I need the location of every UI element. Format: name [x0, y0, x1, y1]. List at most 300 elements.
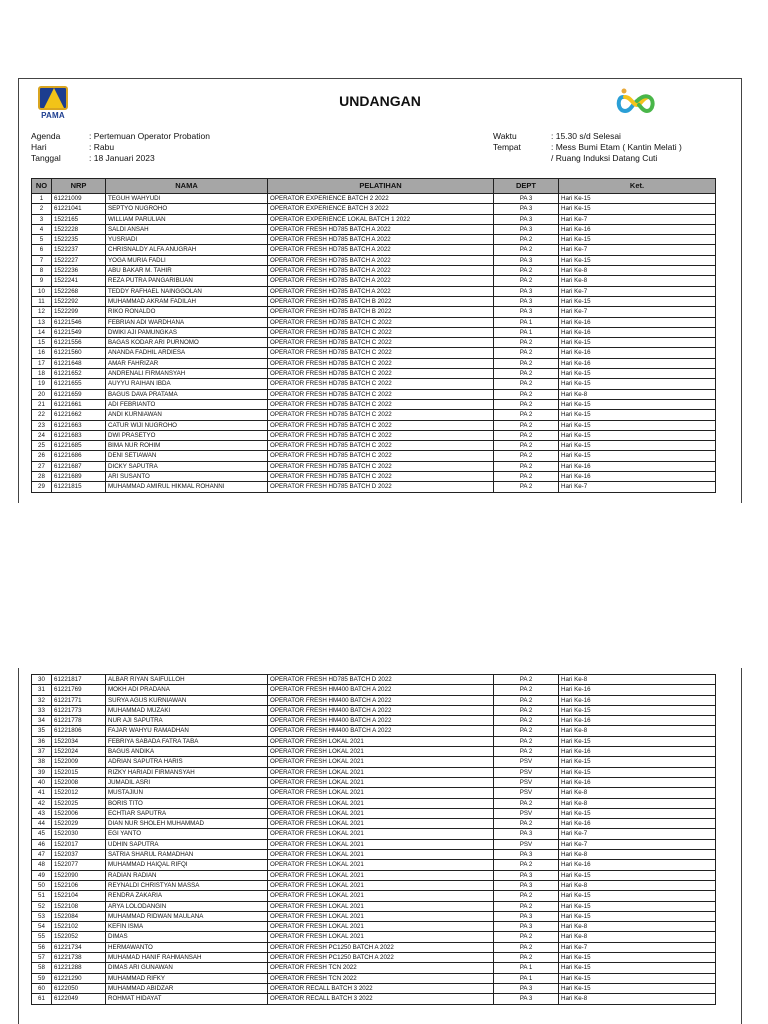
cell-dept: PA 2 — [494, 245, 559, 255]
cell-ket: Hari Ke-15 — [559, 194, 716, 204]
cell-pelatihan: OPERATOR FRESH LOKAL 2021 — [268, 747, 494, 757]
table-row — [32, 327, 716, 337]
cell-ket: Hari Ke-15 — [559, 973, 716, 983]
cell-nama: TEDDY RAFHAEL NAINGGOLAN — [106, 286, 268, 296]
table-row — [32, 379, 716, 389]
cell-dept: PA 3 — [494, 829, 559, 839]
cell-pelatihan: OPERATOR FRESH HD785 BATCH D 2022 — [268, 482, 494, 492]
cell-no: 51 — [32, 891, 52, 901]
cell-nama: DWIKI AJI PAMUNGKAS — [106, 327, 268, 337]
cell-nama: MOKH ADI PRADANA — [106, 685, 268, 695]
table-row — [32, 461, 716, 471]
header-ket: Ket. — [559, 179, 716, 194]
header-dept: DEPT — [494, 179, 559, 194]
cell-no: 58 — [32, 963, 52, 973]
cell-pelatihan: OPERATOR FRESH LOKAL 2021 — [268, 808, 494, 818]
cell-nrp: 1522037 — [52, 850, 106, 860]
cell-nama: RIZKY HARIADI FIRMANSYAH — [106, 767, 268, 777]
table-row — [32, 472, 716, 482]
cell-nrp: 1522012 — [52, 788, 106, 798]
cell-dept: PSV — [494, 757, 559, 767]
cell-no: 21 — [32, 399, 52, 409]
cell-ket: Hari Ke-15 — [559, 296, 716, 306]
cell-dept: PA 2 — [494, 819, 559, 829]
cell-nama: ROHMAT HIDAYAT — [106, 994, 268, 1004]
cell-nama: BAGUS ANDIKA — [106, 747, 268, 757]
cell-nrp: 1522006 — [52, 808, 106, 818]
cell-pelatihan: OPERATOR FRESH TCN 2022 — [268, 973, 494, 983]
cell-dept: PA 2 — [494, 798, 559, 808]
cell-nrp: 61221041 — [52, 204, 106, 214]
cell-no: 61 — [32, 994, 52, 1004]
cell-nrp: 1522052 — [52, 932, 106, 942]
cell-pelatihan: OPERATOR FRESH HM400 BATCH A 2022 — [268, 695, 494, 705]
cell-no: 2 — [32, 204, 52, 214]
header-nama: NAMA — [106, 179, 268, 194]
cell-nama: DENI SETIAWAN — [106, 451, 268, 461]
cell-nrp: 61221546 — [52, 317, 106, 327]
cell-ket: Hari Ke-15 — [559, 430, 716, 440]
cell-nama: REYNALDI CHRISTYAN MASSA — [106, 880, 268, 890]
table-row — [32, 808, 716, 818]
cell-no: 40 — [32, 777, 52, 787]
cell-pelatihan: OPERATOR FRESH HD785 BATCH C 2022 — [268, 379, 494, 389]
cell-dept: PA 2 — [494, 461, 559, 471]
table-row — [32, 891, 716, 901]
cell-ket: Hari Ke-16 — [559, 317, 716, 327]
cell-ket: Hari Ke-7 — [559, 839, 716, 849]
cell-nrp: 1522077 — [52, 860, 106, 870]
cell-no: 53 — [32, 911, 52, 921]
cell-ket: Hari Ke-15 — [559, 757, 716, 767]
cell-nrp: 6122050 — [52, 983, 106, 993]
cell-nrp: 61221009 — [52, 194, 106, 204]
table-row — [32, 736, 716, 746]
table-row — [32, 942, 716, 952]
cell-no: 4 — [32, 224, 52, 234]
cell-no: 44 — [32, 819, 52, 829]
cell-no: 16 — [32, 348, 52, 358]
table-row — [32, 829, 716, 839]
cell-ket: Hari Ke-15 — [559, 901, 716, 911]
cell-nrp: 61221769 — [52, 685, 106, 695]
cell-ket: Hari Ke-15 — [559, 983, 716, 993]
cell-nama: DWI PRASETYO — [106, 430, 268, 440]
cell-nama: BAGUS DAVA PRATAMA — [106, 389, 268, 399]
table-row — [32, 358, 716, 368]
cell-dept: PA 3 — [494, 204, 559, 214]
agenda-label: Agenda — [31, 131, 61, 141]
cell-pelatihan: OPERATOR FRESH LOKAL 2021 — [268, 860, 494, 870]
cell-no: 22 — [32, 410, 52, 420]
cell-no: 34 — [32, 716, 52, 726]
cell-pelatihan: OPERATOR FRESH LOKAL 2021 — [268, 911, 494, 921]
cell-dept: PSV — [494, 767, 559, 777]
invitation-page-2 — [18, 668, 742, 1024]
cell-ket: Hari Ke-15 — [559, 410, 716, 420]
cell-pelatihan: OPERATOR FRESH LOKAL 2021 — [268, 880, 494, 890]
info-right — [493, 131, 682, 164]
cell-dept: PA 3 — [494, 255, 559, 265]
cell-pelatihan: OPERATOR FRESH HD785 BATCH A 2022 — [268, 224, 494, 234]
cell-nama: MUHAMMAD MUZAKI — [106, 705, 268, 715]
cell-pelatihan: OPERATOR FRESH LOKAL 2021 — [268, 850, 494, 860]
cell-nrp: 1522106 — [52, 880, 106, 890]
cell-ket: Hari Ke-15 — [559, 911, 716, 921]
cell-dept: PSV — [494, 808, 559, 818]
hari-label: Hari — [31, 142, 47, 152]
table-row — [32, 317, 716, 327]
cell-nrp: 61221662 — [52, 410, 106, 420]
cell-nama: ADRIAN SAPUTRA HARIS — [106, 757, 268, 767]
cell-nama: DIMAS — [106, 932, 268, 942]
cell-dept: PSV — [494, 777, 559, 787]
cell-nama: REZA PUTRA PANGARIBUAN — [106, 276, 268, 286]
cell-ket: Hari Ke-15 — [559, 369, 716, 379]
cell-dept: PA 2 — [494, 716, 559, 726]
waktu-label: Waktu — [493, 131, 517, 141]
cell-dept: PA 3 — [494, 194, 559, 204]
cell-no: 32 — [32, 695, 52, 705]
cell-dept: PA 3 — [494, 850, 559, 860]
cell-nama: NUR AJI SAPUTRA — [106, 716, 268, 726]
table-row — [32, 911, 716, 921]
cell-no: 8 — [32, 266, 52, 276]
cell-ket: Hari Ke-8 — [559, 276, 716, 286]
cell-dept: PA 2 — [494, 942, 559, 952]
cell-dept: PA 3 — [494, 214, 559, 224]
cell-dept: PA 2 — [494, 420, 559, 430]
cell-ket: Hari Ke-7 — [559, 829, 716, 839]
cell-dept: PA 2 — [494, 891, 559, 901]
cell-dept: PA 2 — [494, 358, 559, 368]
cell-ket: Hari Ke-15 — [559, 736, 716, 746]
cell-pelatihan: OPERATOR FRESH LOKAL 2021 — [268, 839, 494, 849]
cell-dept: PA 2 — [494, 379, 559, 389]
cell-pelatihan: OPERATOR FRESH PC1250 BATCH A 2022 — [268, 953, 494, 963]
cell-ket: Hari Ke-8 — [559, 922, 716, 932]
cell-nama: ADI FEBRIANTO — [106, 399, 268, 409]
cell-dept: PA 1 — [494, 317, 559, 327]
cell-nama: SEPTYO NUGROHO — [106, 204, 268, 214]
cell-nrp: 1522017 — [52, 839, 106, 849]
cell-nama: KEFIN ISMA — [106, 922, 268, 932]
cell-nama: RENDRA ZAKARIA — [106, 891, 268, 901]
table-row — [32, 451, 716, 461]
cell-ket: Hari Ke-16 — [559, 716, 716, 726]
cell-pelatihan: OPERATOR FRESH HD785 BATCH C 2022 — [268, 338, 494, 348]
cell-pelatihan: OPERATOR FRESH LOKAL 2021 — [268, 767, 494, 777]
cell-ket: Hari Ke-15 — [559, 953, 716, 963]
header-no: NO — [32, 179, 52, 194]
cell-nrp: 1522104 — [52, 891, 106, 901]
cell-no: 7 — [32, 255, 52, 265]
cell-pelatihan: OPERATOR FRESH LOKAL 2021 — [268, 777, 494, 787]
cell-pelatihan: OPERATOR FRESH LOKAL 2021 — [268, 788, 494, 798]
cell-dept: PA 3 — [494, 307, 559, 317]
cell-dept: PA 3 — [494, 224, 559, 234]
cell-no: 24 — [32, 430, 52, 440]
cell-nama: MUHAMMAD RIDWAN MAULANA — [106, 911, 268, 921]
cell-pelatihan: OPERATOR FRESH HD785 BATCH B 2022 — [268, 307, 494, 317]
table-row — [32, 389, 716, 399]
cell-pelatihan: OPERATOR FRESH HD785 BATCH A 2022 — [268, 245, 494, 255]
table-row — [32, 767, 716, 777]
participants-table-page-1 — [31, 178, 716, 493]
table-row — [32, 266, 716, 276]
table-row — [32, 399, 716, 409]
cell-ket: Hari Ke-15 — [559, 767, 716, 777]
cell-ket: Hari Ke-16 — [559, 819, 716, 829]
cell-nrp: 1522299 — [52, 307, 106, 317]
table-row — [32, 953, 716, 963]
cell-pelatihan: OPERATOR FRESH TCN 2022 — [268, 963, 494, 973]
cell-nrp: 61221683 — [52, 430, 106, 440]
cell-dept: PA 2 — [494, 399, 559, 409]
tempat-label: Tempat — [493, 142, 521, 152]
cell-dept: PA 2 — [494, 685, 559, 695]
cell-no: 46 — [32, 839, 52, 849]
cell-no: 12 — [32, 307, 52, 317]
cell-no: 36 — [32, 736, 52, 746]
cell-nrp: 61221549 — [52, 327, 106, 337]
cell-no: 27 — [32, 461, 52, 471]
cell-no: 39 — [32, 767, 52, 777]
cell-ket: Hari Ke-16 — [559, 860, 716, 870]
cell-pelatihan: OPERATOR FRESH HD785 BATCH C 2022 — [268, 399, 494, 409]
cell-nrp: 1522237 — [52, 245, 106, 255]
cell-nama: MUSTAJIUN — [106, 788, 268, 798]
cell-pelatihan: OPERATOR FRESH LOKAL 2021 — [268, 901, 494, 911]
table-row — [32, 819, 716, 829]
cell-nama: ABU BAKAR M. TAHIR — [106, 266, 268, 276]
cell-dept: PA 2 — [494, 472, 559, 482]
cell-nrp: 1522236 — [52, 266, 106, 276]
cell-no: 14 — [32, 327, 52, 337]
cell-nama: AMAR FAHRIZAR — [106, 358, 268, 368]
cell-pelatihan: OPERATOR RECALL BATCH 3 2022 — [268, 983, 494, 993]
cell-nama: UDHIN SAPUTRA — [106, 839, 268, 849]
cell-ket: Hari Ke-8 — [559, 675, 716, 685]
cell-pelatihan: OPERATOR FRESH HD785 BATCH C 2022 — [268, 420, 494, 430]
cell-pelatihan: OPERATOR FRESH LOKAL 2021 — [268, 829, 494, 839]
cell-nama: ARYA LOLODANGIN — [106, 901, 268, 911]
cell-no: 48 — [32, 860, 52, 870]
cell-nrp: 1522292 — [52, 296, 106, 306]
cell-pelatihan: OPERATOR FRESH HD785 BATCH A 2022 — [268, 286, 494, 296]
cell-nrp: 61221560 — [52, 348, 106, 358]
cell-dept: PA 2 — [494, 266, 559, 276]
agenda-value: : Pertemuan Operator Probation — [89, 131, 210, 141]
cell-dept: PA 2 — [494, 369, 559, 379]
hari-value: : Rabu — [89, 142, 115, 152]
cell-nrp: 61221686 — [52, 451, 106, 461]
cell-nrp: 61221771 — [52, 695, 106, 705]
cell-no: 9 — [32, 276, 52, 286]
pama-logo-text: PAMA — [41, 111, 65, 120]
cell-no: 29 — [32, 482, 52, 492]
cell-dept: PA 3 — [494, 296, 559, 306]
cell-pelatihan: OPERATOR FRESH LOKAL 2021 — [268, 798, 494, 808]
cell-pelatihan: OPERATOR RECALL BATCH 3 2022 — [268, 994, 494, 1004]
header-nrp: NRP — [52, 179, 106, 194]
table-row — [32, 798, 716, 808]
cell-ket: Hari Ke-7 — [559, 942, 716, 952]
cell-ket: Hari Ke-8 — [559, 788, 716, 798]
cell-no: 19 — [32, 379, 52, 389]
cell-ket: Hari Ke-15 — [559, 808, 716, 818]
cell-ket: Hari Ke-15 — [559, 451, 716, 461]
table-row — [32, 880, 716, 890]
cell-nrp: 1522009 — [52, 757, 106, 767]
table-row — [32, 870, 716, 880]
cell-nrp: 1522102 — [52, 922, 106, 932]
cell-pelatihan: OPERATOR FRESH HM400 BATCH A 2022 — [268, 685, 494, 695]
cell-no: 25 — [32, 441, 52, 451]
cell-no: 49 — [32, 870, 52, 880]
cell-pelatihan: OPERATOR FRESH HD785 BATCH A 2022 — [268, 276, 494, 286]
table-row — [32, 973, 716, 983]
table-row — [32, 194, 716, 204]
cell-no: 37 — [32, 747, 52, 757]
cell-nrp: 6122049 — [52, 994, 106, 1004]
cell-ket: Hari Ke-16 — [559, 472, 716, 482]
cell-nrp: 1522268 — [52, 286, 106, 296]
cell-nrp: 61221655 — [52, 379, 106, 389]
cell-no: 10 — [32, 286, 52, 296]
cell-pelatihan: OPERATOR FRESH LOKAL 2021 — [268, 891, 494, 901]
invitation-page-1 — [18, 78, 742, 503]
cell-no: 54 — [32, 922, 52, 932]
cell-dept: PSV — [494, 788, 559, 798]
cell-dept: PA 1 — [494, 973, 559, 983]
cell-ket: Hari Ke-16 — [559, 695, 716, 705]
cell-pelatihan: OPERATOR FRESH HD785 BATCH C 2022 — [268, 441, 494, 451]
table-header-row — [32, 179, 716, 194]
cell-nama: ECHTIAR SAPUTRA — [106, 808, 268, 818]
tanggal-label: Tanggal — [31, 153, 61, 163]
cell-nrp: 61221689 — [52, 472, 106, 482]
cell-nrp: 61221685 — [52, 441, 106, 451]
cell-nrp: 1522025 — [52, 798, 106, 808]
cell-nrp: 61221687 — [52, 461, 106, 471]
table-row — [32, 685, 716, 695]
info-left — [31, 131, 210, 164]
cell-ket: Hari Ke-15 — [559, 379, 716, 389]
cell-no: 6 — [32, 245, 52, 255]
table-row — [32, 922, 716, 932]
cell-ket: Hari Ke-15 — [559, 870, 716, 880]
cell-pelatihan: OPERATOR FRESH LOKAL 2021 — [268, 819, 494, 829]
cell-nama: SALDI ANSAH — [106, 224, 268, 234]
cell-nama: ANDI KURNIAWAN — [106, 410, 268, 420]
cell-ket: Hari Ke-8 — [559, 994, 716, 1004]
cell-dept: PA 3 — [494, 922, 559, 932]
cell-nrp: 61221659 — [52, 389, 106, 399]
cell-ket: Hari Ke-15 — [559, 963, 716, 973]
table-row — [32, 420, 716, 430]
cell-nrp: 1522228 — [52, 224, 106, 234]
cell-no: 60 — [32, 983, 52, 993]
cell-nama: FAJAR WAHYU RAMADHAN — [106, 726, 268, 736]
cell-nrp: 1522241 — [52, 276, 106, 286]
cell-nrp: 1522024 — [52, 747, 106, 757]
cell-nrp: 1522030 — [52, 829, 106, 839]
cell-dept: PA 2 — [494, 736, 559, 746]
cell-ket: Hari Ke-8 — [559, 726, 716, 736]
table-row — [32, 255, 716, 265]
infinity-colorful-logo-icon — [615, 87, 659, 115]
cell-dept: PA 2 — [494, 389, 559, 399]
cell-dept: PSV — [494, 839, 559, 849]
table-row — [32, 441, 716, 451]
table-row — [32, 286, 716, 296]
cell-dept: PA 2 — [494, 695, 559, 705]
cell-no: 28 — [32, 472, 52, 482]
cell-nama: ALBAR RIYAN SAIFULLOH — [106, 675, 268, 685]
tanggal-value: : 18 Januari 2023 — [89, 153, 155, 163]
cell-no: 11 — [32, 296, 52, 306]
cell-nama: FEBRIYA SABADA FATRA TABA — [106, 736, 268, 746]
cell-ket: Hari Ke-16 — [559, 461, 716, 471]
cell-dept: PA 2 — [494, 932, 559, 942]
cell-dept: PA 2 — [494, 482, 559, 492]
cell-pelatihan: OPERATOR FRESH HD785 BATCH C 2022 — [268, 389, 494, 399]
cell-no: 17 — [32, 358, 52, 368]
cell-nama: CHRISNALDY ALFA ANUGRAH — [106, 245, 268, 255]
cell-ket: Hari Ke-8 — [559, 850, 716, 860]
cell-pelatihan: OPERATOR FRESH HD785 BATCH C 2022 — [268, 327, 494, 337]
cell-pelatihan: OPERATOR FRESH HD785 BATCH C 2022 — [268, 430, 494, 440]
cell-pelatihan: OPERATOR FRESH HD785 BATCH C 2022 — [268, 358, 494, 368]
cell-dept: PA 3 — [494, 286, 559, 296]
cell-ket: Hari Ke-15 — [559, 441, 716, 451]
cell-nama: FEBRIAN ADI WARDHANA — [106, 317, 268, 327]
table-body-page-2 — [32, 675, 716, 1005]
cell-no: 20 — [32, 389, 52, 399]
cell-ket: Hari Ke-16 — [559, 777, 716, 787]
table-row — [32, 932, 716, 942]
cell-nama: SURYA AGUS KURNIAWAN — [106, 695, 268, 705]
cell-nrp: 61221734 — [52, 942, 106, 952]
document-title: UNDANGAN — [339, 93, 421, 109]
cell-dept: PA 1 — [494, 963, 559, 973]
table-row — [32, 245, 716, 255]
table-row — [32, 788, 716, 798]
participants-table-page-2 — [31, 674, 716, 1005]
cell-dept: PA 2 — [494, 675, 559, 685]
cell-no: 5 — [32, 235, 52, 245]
cell-ket: Hari Ke-16 — [559, 224, 716, 234]
cell-nama: RADIAN RADIAN — [106, 870, 268, 880]
cell-nrp: 1522165 — [52, 214, 106, 224]
cell-nama: ARI SUSANTO — [106, 472, 268, 482]
table-row — [32, 850, 716, 860]
table-row — [32, 963, 716, 973]
cell-nama: HERMAWANTO — [106, 942, 268, 952]
cell-nrp: 61221288 — [52, 963, 106, 973]
cell-pelatihan: OPERATOR EXPERIENCE BATCH 2 2022 — [268, 194, 494, 204]
cell-ket: Hari Ke-15 — [559, 891, 716, 901]
table-row — [32, 860, 716, 870]
cell-ket: Hari Ke-16 — [559, 685, 716, 695]
cell-no: 45 — [32, 829, 52, 839]
table-row — [32, 224, 716, 234]
cell-pelatihan: OPERATOR FRESH HM400 BATCH A 2022 — [268, 726, 494, 736]
cell-no: 31 — [32, 685, 52, 695]
cell-no: 33 — [32, 705, 52, 715]
cell-ket: Hari Ke-15 — [559, 204, 716, 214]
